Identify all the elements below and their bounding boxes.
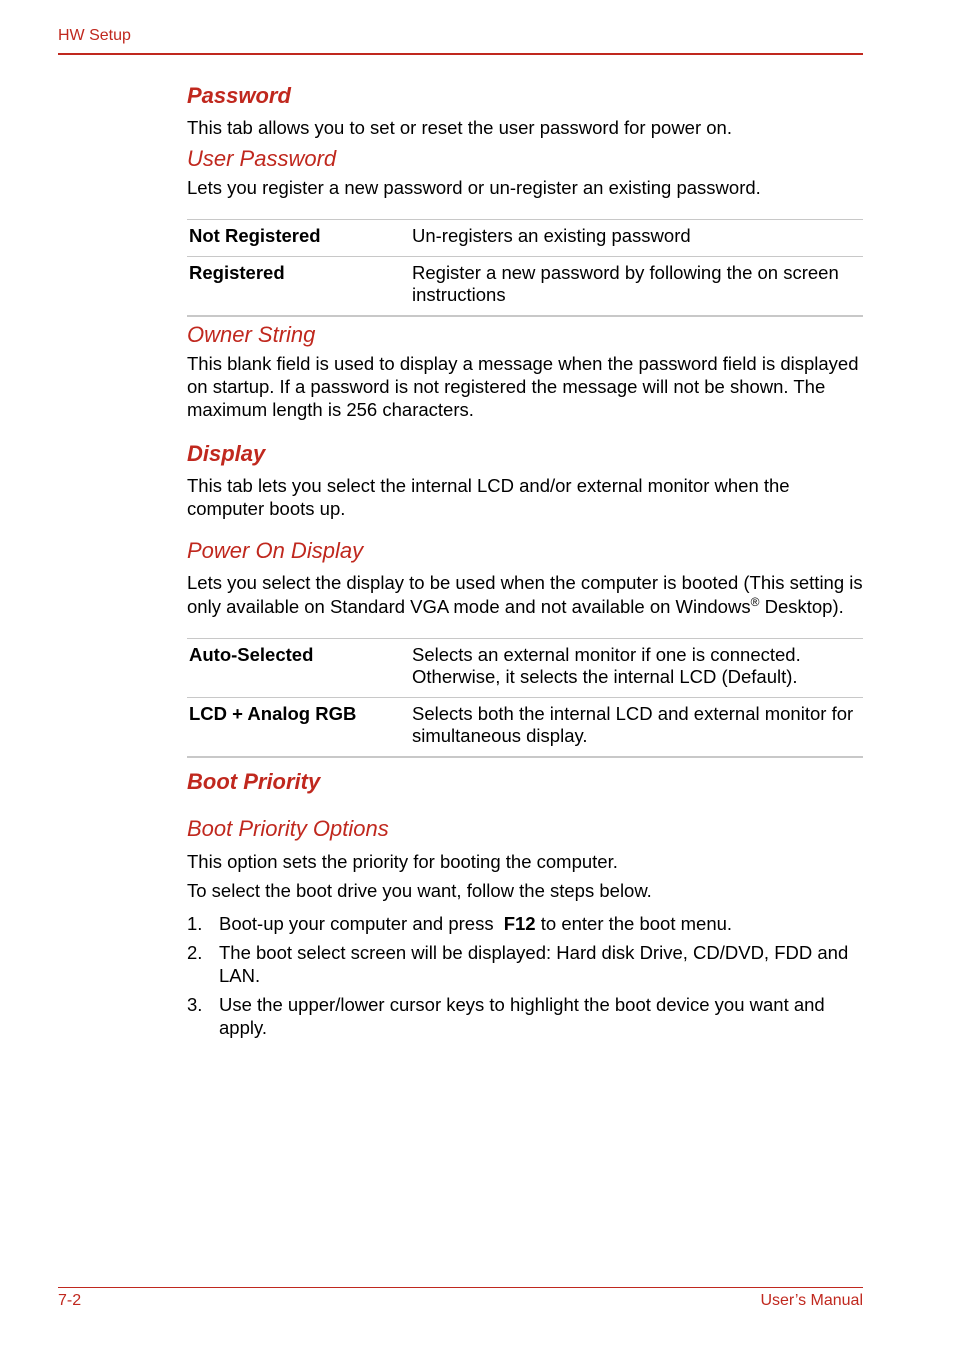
step-number: 2. xyxy=(187,942,203,963)
page-body xyxy=(187,82,863,1045)
table-desc: Selects an external monitor if one is connected. Otherwise, it selects the internal LCD (Default). xyxy=(410,639,863,698)
table-term: Auto-Selected xyxy=(187,639,410,698)
password-heading: Password xyxy=(187,83,291,108)
key-f12: F12 xyxy=(503,913,536,934)
table-row xyxy=(187,220,863,257)
display-heading: Display xyxy=(187,441,266,466)
list-item xyxy=(187,941,863,987)
manual-title: User’s Manual xyxy=(760,1292,863,1309)
table-desc: Register a new password by following the on screen instructions xyxy=(410,257,863,317)
boot-priority-options-heading: Boot Priority Options xyxy=(187,816,389,841)
boot-priority-heading: Boot Priority xyxy=(187,769,321,794)
boot-priority-text-2: To select the boot drive you want, follow the steps below. xyxy=(187,880,652,901)
step-number: 3. xyxy=(187,994,203,1015)
running-header: HW Setup xyxy=(58,27,131,44)
boot-priority-text-1: This option sets the priority for booting the computer. xyxy=(187,851,618,872)
step-text-after: to enter the boot menu. xyxy=(535,913,733,934)
table-row xyxy=(187,698,863,758)
step-text: Use the upper/lower cursor keys to highlight the boot device you want and apply. xyxy=(219,994,825,1038)
owner-string-text: This blank field is used to display a message when the password field is displayed on startup. If a password is not registered the message will not be shown. The maximum length is 256 characters. xyxy=(187,353,859,420)
table-row xyxy=(187,639,863,698)
table-term: Registered xyxy=(187,257,410,317)
list-item xyxy=(187,993,863,1039)
user-password-text: Lets you register a new password or un-register an existing password. xyxy=(187,177,761,198)
table-term: Not Registered xyxy=(187,220,410,257)
list-item xyxy=(187,912,863,935)
step-text-before: Boot-up your computer and press xyxy=(219,913,499,934)
table-desc: Un-registers an existing password xyxy=(410,220,863,257)
registered-mark: ® xyxy=(750,594,760,609)
power-on-display-text xyxy=(187,571,863,619)
power-on-display-heading: Power On Display xyxy=(187,538,364,563)
footer-rule xyxy=(58,1287,863,1288)
power-on-display-text-after: Desktop). xyxy=(759,596,844,617)
step-text xyxy=(219,912,732,935)
password-intro: This tab allows you to set or reset the user password for power on. xyxy=(187,117,732,138)
page-number: 7-2 xyxy=(58,1292,82,1309)
owner-string-heading: Owner String xyxy=(187,322,316,347)
step-number: 1. xyxy=(187,913,203,934)
boot-steps-list xyxy=(187,912,863,1039)
power-on-display-table xyxy=(187,638,863,758)
user-password-heading: User Password xyxy=(187,146,337,171)
power-on-display-text-before: Lets you select the display to be used when the computer is booted (This setting is only available on Standard VGA mode and not available on Windows xyxy=(187,572,863,617)
step-text: The boot select screen will be displayed: Hard disk Drive, CD/DVD, FDD and LAN. xyxy=(219,942,849,986)
table-row xyxy=(187,257,863,317)
user-password-table xyxy=(187,219,863,317)
header-rule xyxy=(58,53,863,55)
table-desc: Selects both the internal LCD and external monitor for simultaneous display. xyxy=(410,698,863,758)
table-term: LCD + Analog RGB xyxy=(187,698,410,758)
display-intro: This tab lets you select the internal LCD and/or external monitor when the computer boots up. xyxy=(187,475,790,519)
